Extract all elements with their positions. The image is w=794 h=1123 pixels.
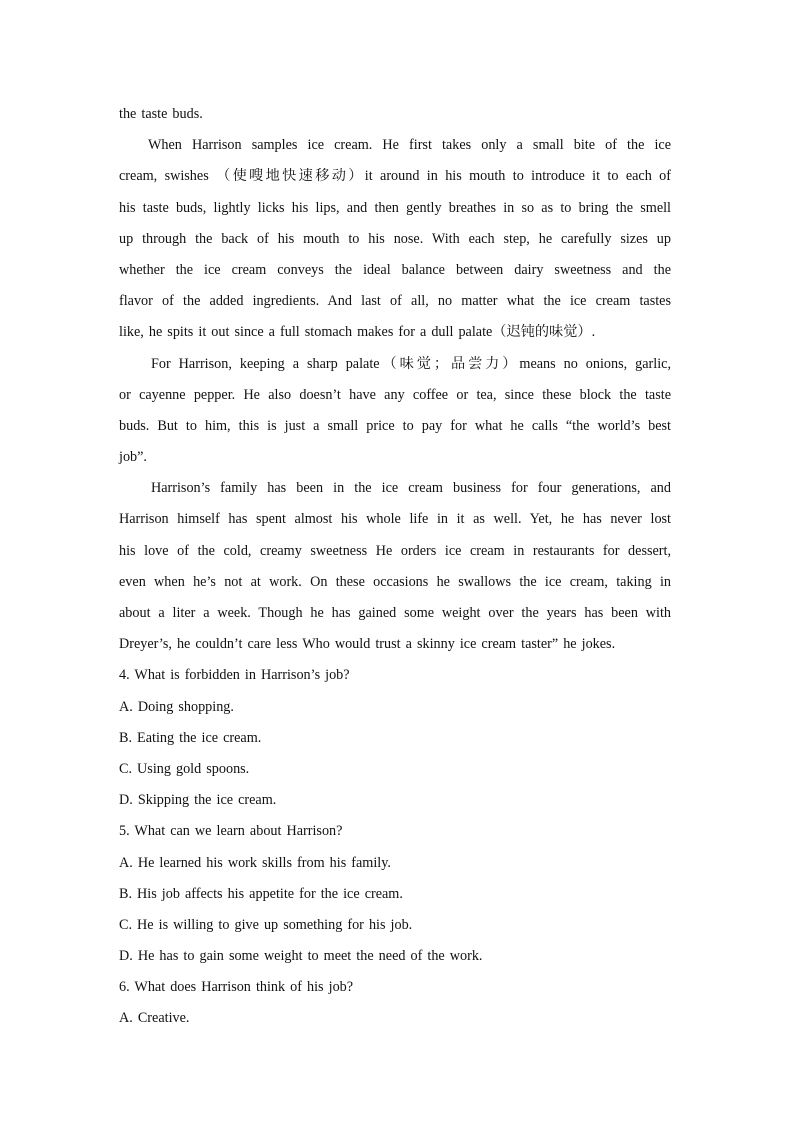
text-line: his love of the cold, creamy sweetness He orders ice cream in restaurants for dessert,	[119, 542, 671, 559]
question-4	[119, 660, 671, 816]
answer-option: C. Using gold spoons.	[119, 760, 250, 777]
question-5	[119, 816, 671, 972]
question-6	[119, 972, 671, 1034]
question-stem: 5. What can we learn about Harrison?	[119, 823, 343, 840]
paragraph-2	[119, 349, 671, 474]
text-line: his taste buds, lightly licks his lips, and then gently breathes in so as to bring the smell	[119, 199, 671, 216]
text-line: buds. But to him, this is just a small price to pay for what he calls “the world’s best	[119, 417, 671, 434]
paragraph-3	[119, 473, 671, 660]
question-stem: 6. What does Harrison think of his job?	[119, 979, 354, 996]
answer-option: D. He has to gain some weight to meet the need of the work.	[119, 948, 483, 965]
text-line: up through the back of his mouth to his nose. With each step, he carefully sizes up	[119, 230, 671, 247]
text-line: Harrison himself has spent almost his whole life in it as well. Yet, he has never lost	[119, 511, 671, 528]
text-line: or cayenne pepper. He also doesn’t have any coffee or tea, since these block the taste	[119, 386, 671, 403]
answer-option: A. He learned his work skills from his family.	[119, 854, 391, 871]
text-line: about a liter a week. Though he has gained some weight over the years has been with	[119, 605, 671, 621]
text-line: whether the ice cream conveys the ideal balance between dairy sweetness and the	[119, 261, 671, 278]
text-line: Dreyer’s, he couldn’t care less Who would trust a skinny ice cream taster” he jokes.	[119, 636, 616, 653]
answer-option: A. Creative.	[119, 1010, 190, 1027]
answer-option: D. Skipping the ice cream.	[119, 792, 277, 809]
text-line: For Harrison, keeping a sharp palate（味觉；品尝力）means no onions, garlic,	[151, 355, 671, 372]
question-stem: 4. What is forbidden in Harrison’s job?	[119, 667, 350, 684]
answer-option: B. Eating the ice cream.	[119, 729, 262, 746]
text-line: job”.	[119, 449, 147, 466]
paragraph-0	[119, 99, 671, 130]
answer-option: C. He is willing to give up something for his job.	[119, 916, 413, 933]
text-line: even when he’s not at work. On these occasions he swallows the ice cream, taking in	[119, 573, 671, 590]
answer-option: A. Doing shopping.	[119, 698, 234, 715]
text-line: cream, swishes （使嗖地快速移动）it around in his mouth to introduce it to each of	[119, 168, 671, 185]
paragraph-1	[119, 130, 671, 348]
text-line: like, he spits it out since a full stomach makes for a dull palate（迟钝的味觉）.	[119, 324, 596, 341]
text-line: flavor of the added ingredients. And last of all, no matter what the ice cream tastes	[119, 293, 671, 310]
text-line: When Harrison samples ice cream. He first takes only a small bite of the ice	[148, 137, 671, 154]
document-body	[119, 99, 671, 1035]
answer-option: B. His job affects his appetite for the ice cream.	[119, 885, 403, 902]
text-line: the taste buds.	[119, 106, 203, 122]
text-line: Harrison’s family has been in the ice cream business for four generations, and	[151, 480, 671, 497]
